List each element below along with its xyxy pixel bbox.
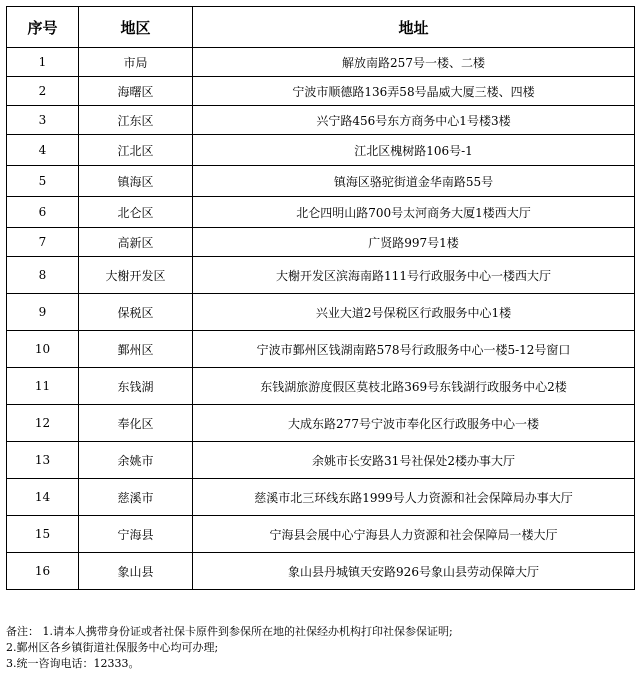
table-row xyxy=(7,77,635,106)
row-number: 4 xyxy=(7,135,79,166)
row-number: 6 xyxy=(7,197,79,228)
table-row xyxy=(7,331,635,368)
row-region: 宁海县 xyxy=(79,516,193,553)
row-region: 奉化区 xyxy=(79,405,193,442)
row-address: 宁海县会展中心宁海县人力资源和社会保障局一楼大厅 xyxy=(193,516,635,553)
row-address: 大榭开发区滨海南路111号行政服务中心一楼西大厅 xyxy=(193,257,635,294)
header-address: 地址 xyxy=(193,7,635,48)
row-region: 江北区 xyxy=(79,135,193,166)
row-address: 宁波市鄞州区钱湖南路578号行政服务中心一楼5-12号窗口 xyxy=(193,331,635,368)
table-row xyxy=(7,166,635,197)
row-number: 9 xyxy=(7,294,79,331)
table-row xyxy=(7,405,635,442)
row-address: 象山县丹城镇天安路926号象山县劳动保障大厅 xyxy=(193,553,635,590)
row-number: 8 xyxy=(7,257,79,294)
row-address: 北仑四明山路700号太河商务大厦1楼西大厅 xyxy=(193,197,635,228)
table-header-row xyxy=(7,7,635,48)
row-region: 镇海区 xyxy=(79,166,193,197)
row-region: 保税区 xyxy=(79,294,193,331)
notes xyxy=(6,624,634,672)
note-line-3: 3.统一咨询电话：12333。 xyxy=(6,657,140,670)
row-region: 高新区 xyxy=(79,228,193,257)
row-region: 海曙区 xyxy=(79,77,193,106)
row-address: 余姚市长安路31号社保处2楼办事大厅 xyxy=(193,442,635,479)
table-row xyxy=(7,106,635,135)
row-region: 余姚市 xyxy=(79,442,193,479)
row-number: 12 xyxy=(7,405,79,442)
row-number: 10 xyxy=(7,331,79,368)
row-region: 市局 xyxy=(79,48,193,77)
header-region: 地区 xyxy=(79,7,193,48)
table-row xyxy=(7,135,635,166)
table-row xyxy=(7,553,635,590)
row-address: 江北区槐树路106号-1 xyxy=(193,135,635,166)
row-number: 3 xyxy=(7,106,79,135)
table-row xyxy=(7,479,635,516)
row-address: 解放南路257号一楼、二楼 xyxy=(193,48,635,77)
row-address: 大成东路277号宁波市奉化区行政服务中心一楼 xyxy=(193,405,635,442)
row-number: 7 xyxy=(7,228,79,257)
note-line-2: 2.鄞州区各乡镇街道社保服务中心均可办理; xyxy=(6,641,219,654)
row-region: 东钱湖 xyxy=(79,368,193,405)
header-number: 序号 xyxy=(7,7,79,48)
row-address: 慈溪市北三环线东路1999号人力资源和社会保障局办事大厅 xyxy=(193,479,635,516)
row-address: 东钱湖旅游度假区莫枝北路369号东钱湖行政服务中心2楼 xyxy=(193,368,635,405)
row-number: 1 xyxy=(7,48,79,77)
table-row xyxy=(7,228,635,257)
row-number: 16 xyxy=(7,553,79,590)
row-number: 15 xyxy=(7,516,79,553)
row-number: 13 xyxy=(7,442,79,479)
note-line-1: 备注： 1.请本人携带身份证或者社保卡原件到参保所在地的社保经办机构打印社保参保证明; xyxy=(6,625,453,638)
row-region: 鄞州区 xyxy=(79,331,193,368)
table-row xyxy=(7,442,635,479)
row-region: 慈溪市 xyxy=(79,479,193,516)
row-number: 14 xyxy=(7,479,79,516)
table-row xyxy=(7,257,635,294)
table-row xyxy=(7,368,635,405)
table-row xyxy=(7,48,635,77)
table-row xyxy=(7,516,635,553)
row-number: 2 xyxy=(7,77,79,106)
address-table xyxy=(6,6,635,590)
row-address: 兴宁路456号东方商务中心1号楼3楼 xyxy=(193,106,635,135)
row-region: 江东区 xyxy=(79,106,193,135)
row-address: 广贤路997号1楼 xyxy=(193,228,635,257)
row-number: 11 xyxy=(7,368,79,405)
table-row xyxy=(7,197,635,228)
row-region: 北仑区 xyxy=(79,197,193,228)
row-address: 镇海区骆驼街道金华南路55号 xyxy=(193,166,635,197)
row-address: 宁波市顺德路136弄58号晶威大厦三楼、四楼 xyxy=(193,77,635,106)
row-region: 象山县 xyxy=(79,553,193,590)
row-address: 兴业大道2号保税区行政服务中心1楼 xyxy=(193,294,635,331)
row-region: 大榭开发区 xyxy=(79,257,193,294)
row-number: 5 xyxy=(7,166,79,197)
table-row xyxy=(7,294,635,331)
